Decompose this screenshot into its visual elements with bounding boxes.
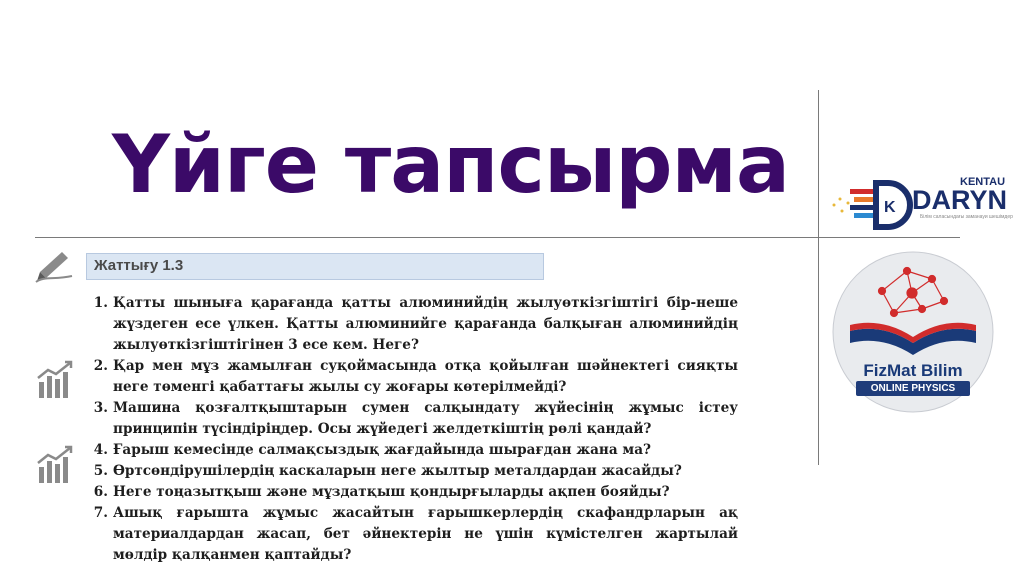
list-item: [80, 440, 738, 461]
list-item: [80, 356, 738, 398]
question-number: 7.: [93, 505, 108, 521]
fizmat-band: ONLINE PHYSICS: [856, 381, 970, 396]
bar-chart-icon: [36, 360, 74, 400]
question-number: 5.: [93, 463, 108, 479]
question-text: Ғарыш кемесінде салмақсыздық жағдайында шырағдан жана ма?: [113, 442, 651, 458]
logo-daryn-tagline: Білім саласындағы заманауи шешімдер: [920, 214, 1013, 220]
bar-chart-icon: [36, 445, 74, 485]
exercise-label: Жаттығу 1.3: [94, 257, 184, 274]
list-item: [80, 398, 738, 440]
logo-daryn-text: DARYN: [912, 185, 1008, 215]
question-text: Ашық ғарышта жұмыс жасайтын ғарышкерлердің скафандрларын ақ материалдардан жасап, бет әйнектерін не үшін күмістелген жартылай мөлдір қалқанмен қаптайды?: [113, 505, 738, 563]
list-item: [80, 293, 738, 356]
question-number: 4.: [93, 442, 108, 458]
question-number: 2.: [93, 358, 108, 374]
list-item: [80, 503, 738, 566]
question-text: Неге тоңазытқыш және мұздатқыш қондырғыларды ақпен бояйды?: [113, 484, 670, 500]
svg-text:K: K: [884, 199, 896, 216]
question-number: 1.: [93, 295, 108, 311]
question-text: Қар мен мұз жамылған суқоймасында отқа қойылған шәйнектегі сияқты неге төменгі қабаттағы жылы су жоғары көтерілмейді?: [113, 358, 738, 395]
logo-kentau-text: KENTAU: [960, 176, 1006, 188]
question-list: [80, 293, 738, 566]
question-number: 6.: [93, 484, 108, 500]
vertical-divider: [818, 90, 819, 465]
fizmat-name: FizMat Bilim: [863, 361, 963, 380]
question-text: Өртсөндірушілердің каскаларын неге жылтыр металдардан жасайды?: [113, 463, 682, 479]
question-text: Машина қозғалтқыштарын сумен салқындату жүйесінің жұмыс істеу принципін түсіндіріңдер. Осы жүйедегі желдеткіштің рөлі қандай?: [113, 400, 738, 437]
horizontal-divider: [35, 237, 960, 238]
slide-title: Үйге тапсырма: [112, 118, 789, 211]
question-number: 3.: [93, 400, 108, 416]
question-text: Қатты шыныға қарағанда қатты алюминийдің жылуөткізгіштігі бір-неше жүздеген есе үлкен. Қатты алюминийге қарағанда балқыған алюминийдің жылуөткізгіштігінен 3 есе кем. Неге?: [113, 295, 738, 353]
list-item: [80, 482, 738, 503]
fizmat-logo: [832, 251, 994, 413]
pen-icon: [34, 246, 74, 284]
list-item: [80, 461, 738, 482]
